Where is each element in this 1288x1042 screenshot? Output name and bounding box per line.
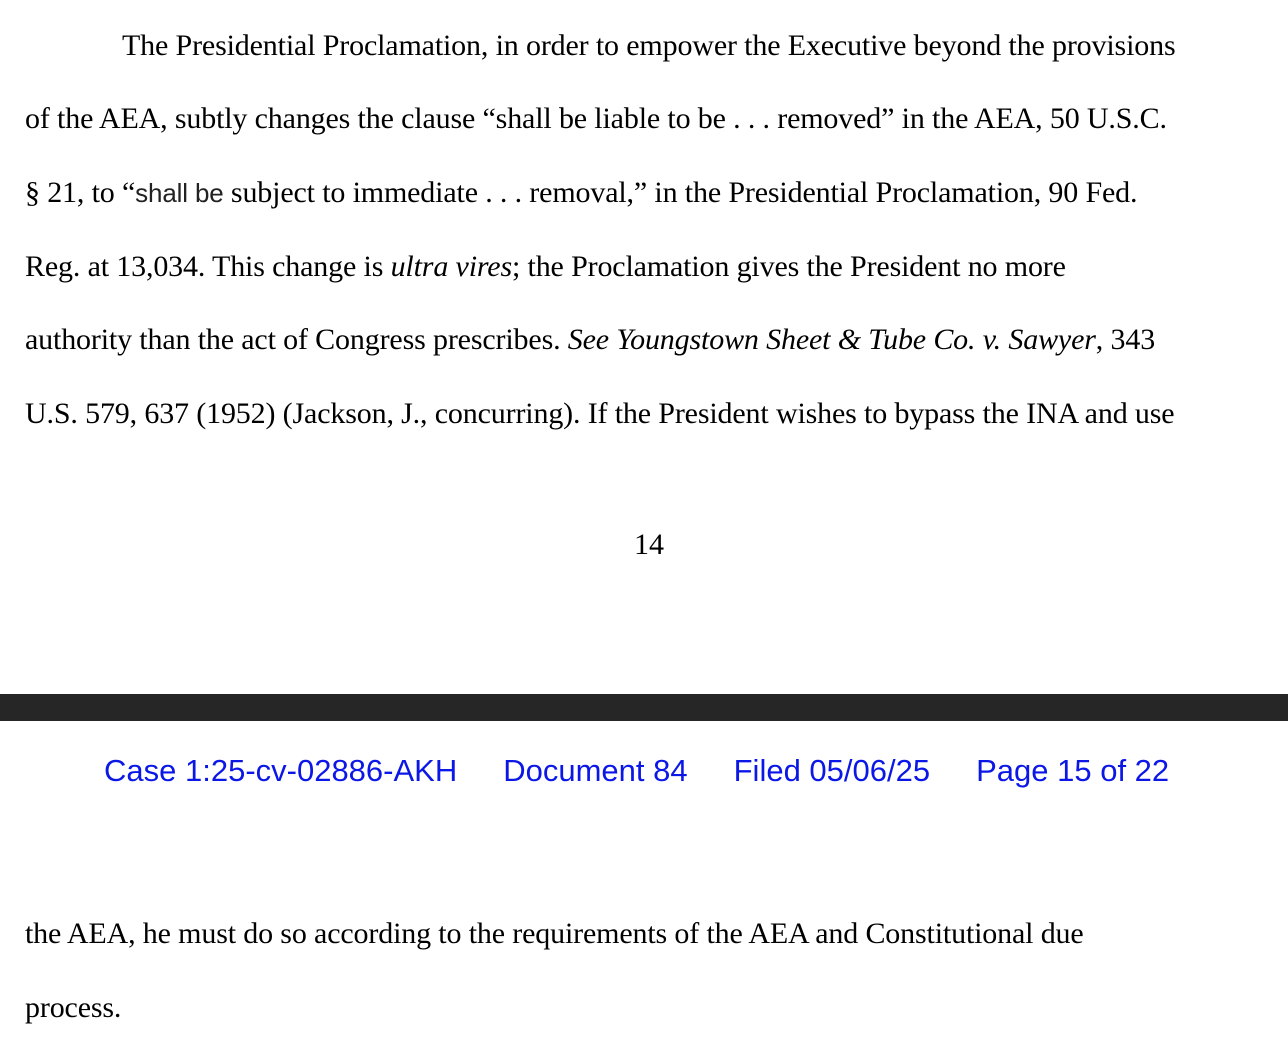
text-span: The Presidential Proclamation, in order to empower the Executive beyond the provisions: [122, 29, 1176, 62]
case-citation-italic: See Youngstown Sheet & Tube Co. v. Sawyer: [567, 323, 1096, 356]
inserted-text-span: shall be: [135, 178, 224, 208]
page-number: 14: [634, 528, 664, 561]
body-text-line: [122, 28, 1176, 64]
text-span: process.: [25, 991, 122, 1024]
text-span: ; the Proclamation gives the President no more: [511, 250, 1066, 283]
text-span: , 343: [1095, 323, 1156, 356]
ecf-filing-header: [104, 752, 1169, 790]
case-number: Case 1:25-cv-02886-AKH: [104, 753, 458, 788]
italic-text-span: ultra vires: [390, 250, 512, 283]
body-text-line: [25, 322, 1155, 358]
text-span: Reg. at 13,034. This change is: [25, 250, 391, 283]
body-text-line: [25, 101, 1167, 137]
text-span: § 21, to “: [25, 176, 136, 209]
text-span: authority than the act of Congress prescribes.: [25, 323, 568, 356]
body-text-line: [25, 396, 1174, 432]
filed-date: Filed 05/06/25: [733, 753, 931, 788]
body-text-line: [25, 249, 1066, 285]
document-number: Document 84: [503, 753, 688, 788]
text-span: the AEA, he must do so according to the requirements of the AEA and Constitutional due: [25, 917, 1084, 950]
page-count: Page 15 of 22: [976, 753, 1170, 788]
text-span: of the AEA, subtly changes the clause “shall be liable to be . . . removed” in the AEA, 50 U.S.C.: [25, 102, 1167, 135]
body-text-line: [25, 916, 1084, 952]
body-text-line: [25, 990, 121, 1026]
text-span: subject to immediate . . . removal,” in the Presidential Proclamation, 90 Fed.: [223, 176, 1138, 209]
page-divider: [0, 694, 1288, 721]
body-text-line: [25, 175, 1137, 211]
text-span: U.S. 579, 637 (1952) (Jackson, J., concurring). If the President wishes to bypass the INA and use: [25, 397, 1175, 430]
